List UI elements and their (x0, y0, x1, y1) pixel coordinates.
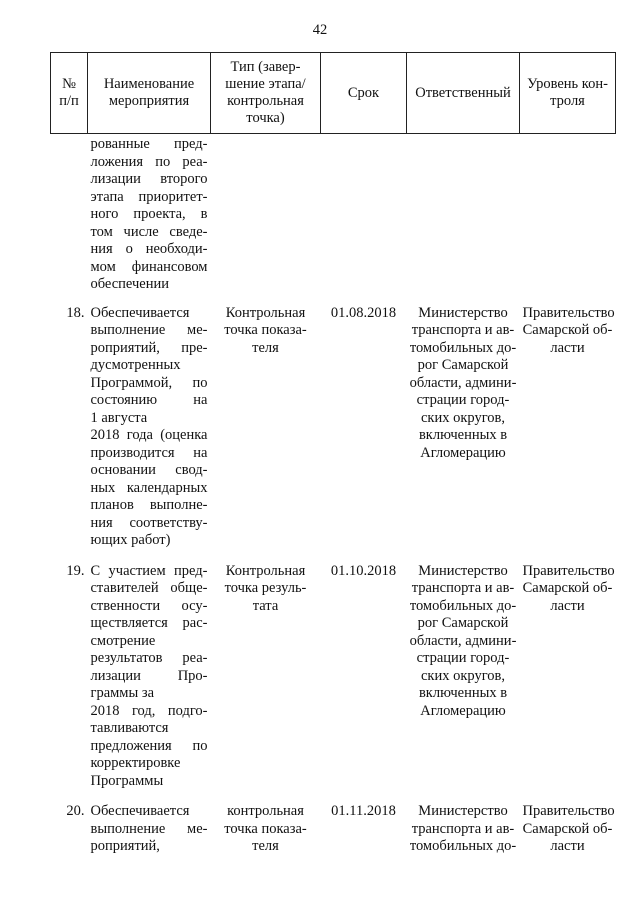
measure-name-line: Обеспечивается (90, 803, 190, 819)
responsible-line: включенных в (418, 685, 508, 701)
measure-name-line: ложения по реа- (90, 153, 208, 170)
header-name (88, 53, 211, 134)
measure-name-line: мом финансовом (90, 258, 208, 275)
measure-name-line: ного проекта, в (90, 206, 208, 222)
header-line: мероприятия (108, 93, 190, 109)
responsible-line: области, админи- (409, 374, 517, 391)
measure-type-cell (211, 134, 321, 302)
measure-type-line: тата (252, 597, 279, 614)
control-level-line: Самарской об- (522, 322, 613, 338)
measure-name-line: том числе сведе- (90, 223, 208, 240)
header-line: контрольная (227, 93, 304, 109)
measure-name-line: Обеспечивается (90, 304, 190, 321)
measure-type-line: точка показа- (224, 322, 307, 338)
responsible-line: транспорта и ав- (411, 322, 515, 338)
measure-name-line: этапа приоритет- (90, 188, 208, 205)
measure-name-line: 2018 года (оценка (90, 427, 208, 443)
measure-name-line: производится на (90, 444, 208, 461)
row-number-cell: 18. (66, 304, 85, 321)
measure-name-line: лизации Про- (90, 667, 208, 684)
measure-name-line: выполнение ме- (90, 820, 208, 837)
row-number-cell (51, 134, 88, 302)
header-control-level (520, 53, 616, 134)
measure-name-line: выполнение ме- (90, 322, 208, 338)
header-line: Наименование (103, 76, 195, 92)
table-row (51, 800, 616, 866)
control-level-line: Правительство (522, 803, 615, 819)
header-line: точка) (246, 110, 285, 126)
deadline-cell (321, 134, 407, 302)
measure-type-cell (211, 302, 321, 560)
control-level-line: Правительство (522, 304, 615, 321)
measure-name-line: рованные пред- (90, 136, 208, 152)
responsible-cell (407, 800, 520, 866)
responsible-line: Министерство (418, 562, 508, 579)
measure-name-line: дусмотренных (90, 357, 181, 373)
control-level-cell (520, 302, 616, 560)
measure-type-cell (211, 800, 321, 866)
measure-name-line: состоянию на (90, 392, 208, 408)
measure-type-cell (211, 560, 321, 801)
control-level-cell (520, 560, 616, 801)
responsible-line: Министерство (418, 304, 508, 321)
deadline-cell: 01.08.2018 (330, 304, 397, 321)
measure-name-line: смотрение (90, 632, 156, 649)
responsible-line: Агломерацию (420, 444, 506, 461)
measure-type-line: точка показа- (224, 820, 307, 837)
measure-type-line: Контрольная (225, 304, 306, 321)
deadline-cell: 01.11.2018 (331, 803, 396, 819)
header-line: Ответственный (415, 84, 511, 101)
header-line: Тип (завер- (230, 59, 301, 75)
measure-name-line: 2018 год, подго- (90, 702, 208, 719)
responsible-line: страции город- (416, 650, 510, 666)
responsible-line: томобильных до- (409, 597, 517, 614)
table-row (51, 560, 616, 801)
measure-name-line: ных календарных (90, 479, 208, 496)
responsible-line: транспорта и ав- (411, 820, 515, 837)
measure-name-line: С участием пред- (90, 562, 208, 579)
measure-name-line: планов выполне- (90, 497, 208, 513)
measure-name-line: ществляется рас- (90, 615, 208, 631)
measure-name-line: 1 августа (90, 409, 148, 426)
responsible-line: томобильных до- (409, 838, 517, 854)
control-level-cell (520, 134, 616, 302)
row-number-cell: 20. (66, 803, 85, 819)
row-number-cell: 19. (66, 562, 85, 579)
measure-name-line: тавливаются (90, 720, 169, 736)
responsible-line: транспорта и ав- (411, 580, 515, 596)
measure-name-line: основании свод- (90, 462, 208, 478)
header-line: шение этапа/ (225, 76, 306, 92)
measure-name-line: предложения по (90, 737, 208, 754)
control-level-line: Самарской об- (522, 820, 613, 837)
measure-type-line: контрольная (227, 803, 304, 819)
measure-name-line: ния соответству- (90, 514, 208, 531)
measure-name-line: ставителей обще- (90, 580, 208, 596)
control-level-line: ласти (550, 838, 585, 854)
measure-name-line: лизации второго (90, 171, 208, 187)
responsible-line: рог Самарской (417, 357, 509, 373)
header-num (51, 53, 88, 134)
measure-name-cell (88, 560, 211, 801)
header-type (211, 53, 321, 134)
measure-name-cell (88, 302, 211, 560)
measure-name-line: корректировке (90, 755, 181, 771)
responsible-line: Агломерацию (420, 702, 506, 719)
measure-type-line: точка резуль- (224, 580, 307, 596)
page-number: 42 (312, 22, 328, 38)
responsible-line: томобильных до- (409, 339, 517, 356)
measure-type-line: теля (252, 838, 279, 854)
responsible-line: ских округов, (420, 667, 506, 684)
responsible-line: включенных в (418, 427, 508, 443)
measure-name-line: роприятий, (90, 838, 160, 854)
measure-type-line: Контрольная (225, 562, 306, 579)
measure-name-line: Программой, по (90, 374, 208, 391)
control-level-line: ласти (550, 597, 585, 614)
table-row (51, 302, 616, 560)
header-responsible (407, 53, 520, 134)
plan-table (50, 52, 616, 866)
measure-name-line: ния о необходи- (90, 241, 208, 257)
measure-name-line: ственности осу- (90, 597, 208, 614)
header-line: Срок (347, 84, 380, 101)
measure-name-cell (88, 134, 211, 302)
control-level-line: ласти (550, 339, 585, 356)
control-level-line: Правительство (522, 562, 615, 579)
control-level-cell (520, 800, 616, 866)
measure-name-line: результатов реа- (90, 650, 208, 666)
measure-name-line: роприятий, пре- (90, 339, 208, 356)
responsible-cell (407, 302, 520, 560)
header-line: троля (550, 93, 585, 109)
responsible-cell (407, 134, 520, 302)
measure-name-line: граммы за (90, 685, 155, 701)
header-line: п/п (59, 93, 79, 109)
measure-name-cell (88, 800, 211, 866)
header-line: № (62, 76, 76, 92)
responsible-line: Министерство (418, 803, 508, 819)
control-level-line: Самарской об- (522, 580, 613, 596)
table-row (51, 134, 616, 302)
responsible-line: рог Самарской (417, 615, 509, 631)
measure-name-line: обеспечении (90, 276, 170, 292)
measure-name-line: ющих работ) (90, 532, 171, 548)
responsible-line: страции город- (416, 392, 510, 408)
responsible-line: ских округов, (420, 409, 506, 426)
deadline-cell: 01.10.2018 (330, 562, 397, 579)
responsible-cell (407, 560, 520, 801)
header-date (321, 53, 407, 134)
table-header-row (51, 53, 616, 134)
measure-type-line: теля (252, 339, 279, 356)
responsible-line: области, админи- (409, 632, 517, 649)
header-line: Уровень кон- (527, 76, 608, 92)
measure-name-line: Программы (90, 772, 164, 789)
